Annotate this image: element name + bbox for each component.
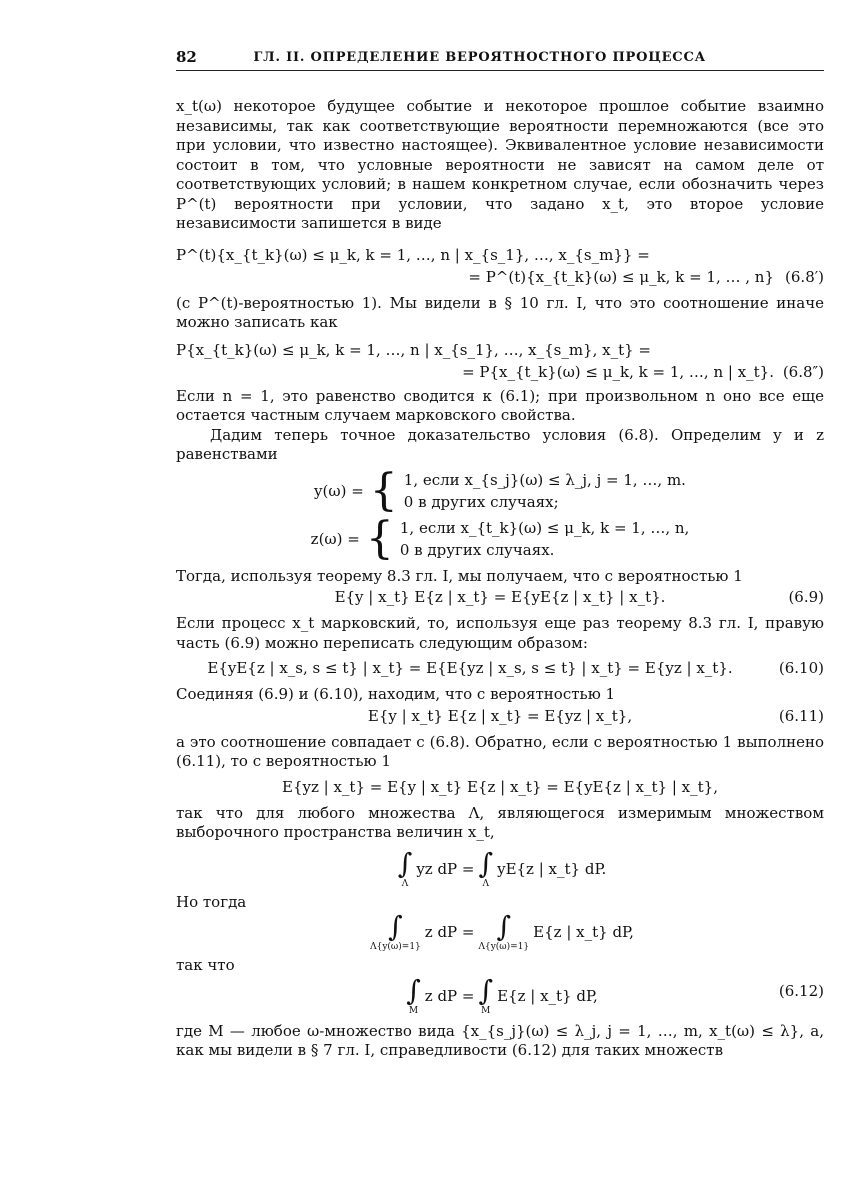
paragraph: x_t(ω) некоторое будущее событие и некоторое прошлое событие взаимно независимы, так как соответствующие вероятности перемножаются (все это при условии, что известно настоящее). Эквивалентное условие независимости состоит в том, что условные вероятности не зависят на самом деле от соответствующих условий; в нашем конкретном случае, если обозначить через P^(t) вероятности при условии, что задано x_t, это второе условие независимости запишется в виде — [176, 97, 824, 232]
chapter-title: ГЛ. II. ОПРЕДЕЛЕНИЕ ВЕРОЯТНОСТНОГО ПРОЦЕССА — [253, 50, 706, 65]
equation-converse — [176, 776, 824, 798]
integral-sign: ∫ Λ — [397, 846, 413, 889]
equation-line: P{x_{t_k}(ω) ≤ μ_k, k = 1, …, n | x_{s_1}, …, x_{s_m}, x_t} = — [176, 340, 652, 359]
integral-domain: Λ{y(ω)=1} — [478, 942, 530, 952]
integral-domain: Λ — [482, 878, 490, 889]
integral-lhs: z dP = — [424, 923, 475, 941]
equation-6-12 — [176, 973, 824, 1016]
book-page — [176, 48, 824, 1061]
equation-number: (6.8′) — [785, 267, 824, 286]
equation-line: E{y | x_t} E{z | x_t} = E{yE{z | x_t} | x_t}. — [334, 588, 666, 606]
integral-equation-3 — [176, 973, 824, 1016]
integral-domain: Λ{y(ω)=1} — [370, 942, 421, 952]
integral-domain: Λ — [401, 878, 409, 889]
integral-rhs: E{z | x_t} dP, — [497, 986, 598, 1005]
paragraph: а это соотношение совпадает с (6.8). Обратно, если с вероятностью 1 выполнено (6.11), то с вероятностью 1 — [176, 732, 824, 770]
integral-lhs: z dP = — [424, 986, 475, 1005]
integral-rhs: E{z | x_t} dP, — [533, 923, 634, 941]
equation-number: (6.8″) — [782, 362, 824, 381]
integral-sign: ∫ Λ{y(ω)=1} — [370, 910, 421, 952]
paragraph: где M — любое ω-множество вида {x_{s_j}(ω) ≤ λ_j, j = 1, …, m, x_t(ω) ≤ λ}, а, как мы видели в § 7 гл. I, справедливости (6.12) для таких множеств — [176, 1021, 824, 1059]
integral-lhs: yz dP = — [416, 859, 475, 878]
integral-sign: ∫ Λ — [478, 846, 494, 889]
brace-glyph: { — [369, 464, 398, 516]
paragraph: Соединяя (6.9) и (6.10), находим, что с вероятностью 1 — [176, 685, 616, 703]
equation-line: = P{x_{t_k}(ω) ≤ μ_k, k = 1, …, n | x_t}. — [462, 362, 774, 381]
equation-number: (6.9) — [788, 588, 824, 606]
paragraph: Тогда, используя теорему 8.3 гл. I, мы получаем, что с вероятностью 1 — [176, 566, 743, 585]
equation-6-11 — [176, 705, 824, 727]
page-number: 82 — [176, 48, 197, 66]
paragraph: Если процесс x_t марковский, то, используя еще раз теорему 8.3 гл. I, правую часть (6.9) можно переписать следующим образом: — [176, 614, 824, 652]
paragraph: Дадим теперь точное доказательство условия (6.8). Определим y и z равенствами — [176, 425, 824, 463]
paragraph: Если n = 1, это равенство сводится к (6.1); при произвольном n оно все еще остается частным случаем марковского свойства. — [176, 386, 824, 424]
paragraph: (с P^(t)-вероятностью 1). Мы видели в § 10 гл. I, что это соотношение иначе можно записать как — [176, 293, 824, 331]
equation-6-8-prime — [176, 244, 824, 288]
paragraph: так что — [176, 956, 235, 974]
equation-6-8-double-prime — [176, 339, 824, 383]
equation-number: (6.11) — [778, 706, 824, 725]
equation-line: E{yE{z | x_s, s ≤ t} | x_t} = E{E{yz | x_s, s ≤ t} | x_t} = E{yz | x_t}. — [207, 659, 733, 677]
equation-number: (6.10) — [778, 659, 824, 677]
case-line: 1, если x_{t_k}(ω) ≤ μ_k, k = 1, …, n, — [399, 518, 690, 537]
integral-sign: ∫ M — [478, 973, 494, 1016]
equation-6-10 — [176, 657, 824, 679]
equation-6-9 — [176, 586, 824, 608]
case-line: 0 в других случаях. — [399, 540, 555, 559]
equation-line: = P^(t){x_{t_k}(ω) ≤ μ_k, k = 1, … , n} — [468, 267, 774, 286]
equation-number: (6.12) — [778, 981, 824, 1000]
equation-line: E{yz | x_t} = E{y | x_t} E{z | x_t} = E{yE{z | x_t} | x_t}, — [282, 777, 718, 796]
integral-equation-1 — [176, 846, 824, 889]
definition-z — [176, 512, 824, 564]
integral-domain: M — [481, 1005, 491, 1016]
paragraph: Но тогда — [176, 892, 247, 911]
integral-sign: ∫ M — [406, 973, 421, 1016]
integral-domain: M — [408, 1005, 419, 1016]
integral-sign: ∫ Λ{y(ω)=1} — [478, 910, 530, 952]
brace-glyph: { — [365, 512, 394, 564]
running-header — [176, 48, 824, 71]
case-line: 0 в других случаях; — [403, 492, 559, 511]
case-line: 1, если x_{s_j}(ω) ≤ λ_j, j = 1, …, m. — [403, 470, 686, 489]
integral-rhs: yE{z | x_t} dP. — [497, 859, 607, 878]
z-lhs: z(ω) = — [310, 529, 360, 548]
y-lhs: y(ω) = — [314, 481, 364, 500]
paragraph: так что для любого множества Λ, являющегося измеримым множеством выборочного пространства величин x_t, — [176, 803, 824, 841]
equation-line: E{y | x_t} E{z | x_t} = E{yz | x_t}, — [367, 706, 633, 725]
definition-y — [176, 464, 824, 516]
equation-line: P^(t){x_{t_k}(ω) ≤ μ_k, k = 1, …, n | x_{s_1}, …, x_{s_m}} = — [176, 245, 650, 264]
integral-equation-2 — [176, 912, 824, 952]
